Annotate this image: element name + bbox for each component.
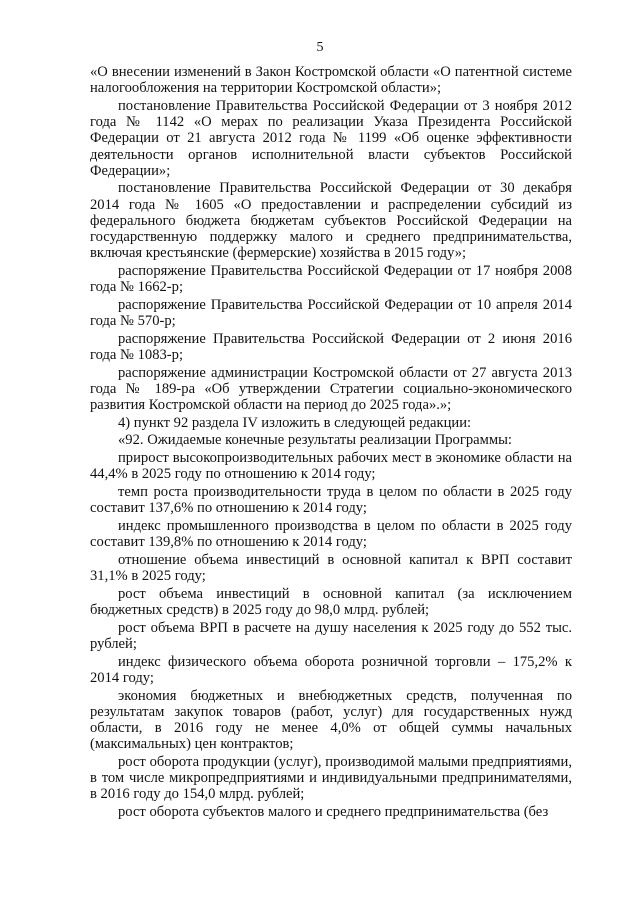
paragraph-clause-92-heading: «92. Ожидаемые конечные результаты реализации Программы:	[118, 432, 512, 449]
paragraph-productivity: темп роста производительности труда в целом по области в 2025 году составит 137,6% по отношению к 2014 году;	[90, 484, 572, 517]
paragraph-budget-savings: экономия бюджетных и внебюджетных средств, полученная по результатам закупок товаров (работ, услуг) для государственных нужд области, в 2016 году не менее 4,0% от общей суммы начальных (максимальных) цен контрактов;	[90, 687, 572, 753]
paragraph-order-570: распоряжение Правительства Российской Федерации от 10 апреля 2014 года № 570-р;	[90, 296, 572, 330]
paragraph-law-amendment: «О внесении изменений в Закон Костромской области «О патентной системе налогообложения на территории Костромской области»;	[90, 64, 572, 97]
paragraph-jobs-growth: прирост высокопроизводительных рабочих мест в экономике области на 44,4% в 2025 году по отношению к 2014 году;	[90, 450, 572, 483]
paragraph-order-1083: распоряжение Правительства Российской Федерации от 2 июня 2016 года № 1083-р;	[90, 330, 572, 363]
paragraph-investment-growth: рост объема инвестиций в основной капитал (за исключением бюджетных средств) в 2025 году до 98,0 млрд. рублей;	[90, 585, 572, 618]
document-body	[90, 64, 572, 822]
paragraph-item-4: 4) пункт 92 раздела IV изложить в следующей редакции:	[118, 414, 472, 431]
paragraph-resolution-1142: постановление Правительства Российской Федерации от 3 ноября 2012 года № 1142 «О мерах по реализации Указа Президента Российской Федерации от 21 августа 2012 года № 1199 «Об оценке эффективности деятельности органов исполнительной власти субъектов Российской Федерации»;	[90, 97, 572, 179]
paragraph-order-1662: распоряжение Правительства Российской Федерации от 17 ноября 2008 года № 1662-р;	[90, 262, 572, 296]
paragraph-sme-turnover: рост оборота субъектов малого и среднего предпринимательства (без	[118, 803, 549, 820]
paragraph-grp-per-capita: рост объема ВРП в расчете на душу населения к 2025 году до 552 тыс. рублей;	[90, 619, 572, 652]
paragraph-industrial-index: индекс промышленного производства в целом по области в 2025 году составит 139,8% по отношению к 2014 году;	[90, 517, 572, 551]
paragraph-resolution-1605: постановление Правительства Российской Федерации от 30 декабря 2014 года № 1605 «О предоставлении и распределении субсидий из федерального бюджета бюджетам субъектов Российской Федерации на государственную поддержку малого и среднего предпринимательства, включая крестьянские (фермерские) хозяйства в 2015 году»;	[90, 180, 572, 262]
paragraph-order-189: распоряжение администрации Костромской области от 27 августа 2013 года № 189-ра «Об утверждении Стратегии социально-экономического развития Костромской области на период до 2025 года».»;	[90, 364, 572, 414]
paragraph-investment-ratio: отношение объема инвестиций в основной капитал к ВРП составит 31,1% в 2025 году;	[90, 551, 572, 585]
page-number: 5	[316, 40, 324, 55]
paragraph-retail-index: индекс физического объема оборота розничной торговли – 175,2% к 2014 году;	[90, 653, 572, 686]
paragraph-small-business-turnover: рост оборота продукции (услуг), производимой малыми предприятиями, в том числе микропредприятиями и индивидуальными предпринимателями, в 2016 году до 154,0 млрд. рублей;	[90, 753, 572, 803]
